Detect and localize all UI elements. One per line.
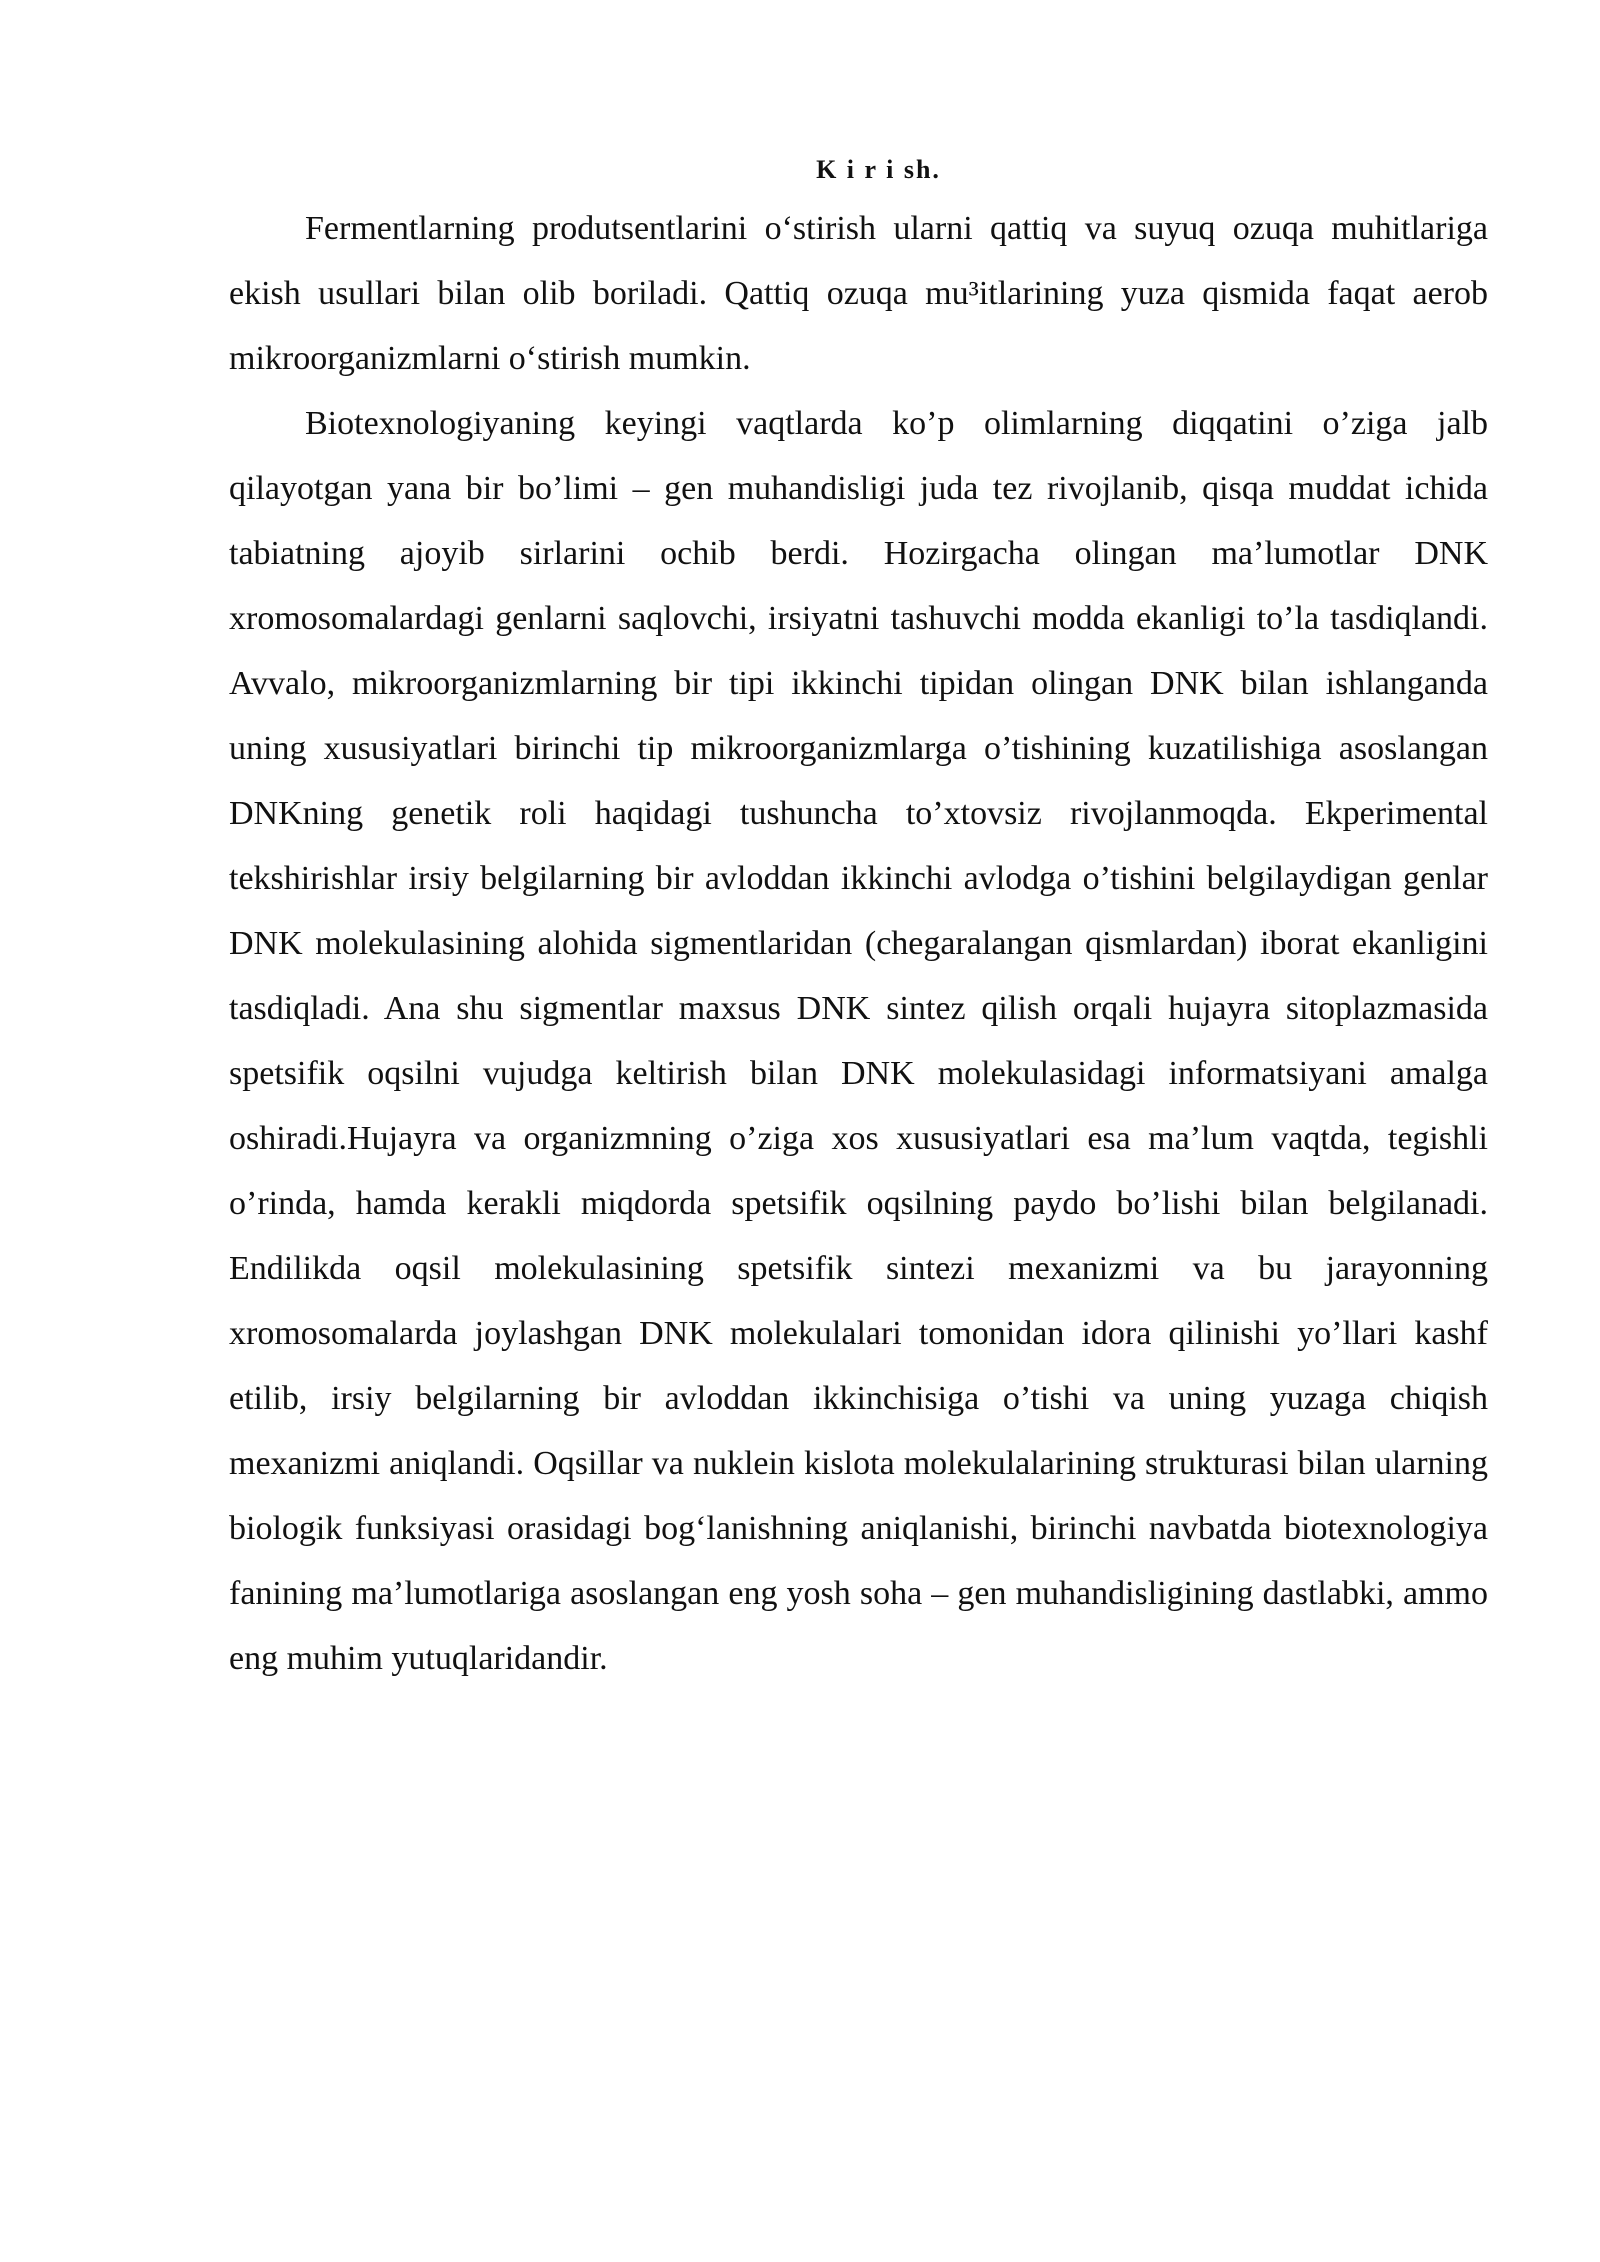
paragraph-1: Fermentlarning produtsentlarini o‘stirish ularni qattiq va suyuq ozuqa muhitlariga ekish usullari bilan olib boriladi. Qattiq ozuqa mu³itlarining yuza qismida faqat aerob mikroorganizmlarni o‘stirish mumkin.: [229, 210, 1488, 377]
document-body: [229, 150, 1488, 1691]
paragraph-2: Biotexnologiyaning keyingi vaqtlarda ko’p olimlarning diqqatini o’ziga jalb qilayotgan yana bir bo’limi – gen muhandisligi juda tez rivojlanib, qisqa muddat ichida tabiatning ajoyib sirlarini ochib berdi. Hozirgacha olingan ma’lumotlar DNK xromosomalardagi genlarni saqlovchi, irsiyatni tashuvchi modda ekanligi to’la tasdiqlandi. Avvalo, mikroorganizmlarning bir tipi ikkinchi tipidan olingan DNK bilan ishlanganda uning xususiyatlari birinchi tip mikroorganizmlarga o’tishining kuzatilishiga asoslangan DNKning genetik roli haqidagi tushuncha to’xtovsiz rivojlanmoqda. Ekperimental tekshirishlar irsiy belgilarning bir avloddan ikkinchi avlodga o’tishini belgilaydigan genlar DNK molekulasining alohida sigmentlaridan (chegaralangan qismlardan) iborat ekanligini tasdiqladi. Ana shu sigmentlar maxsus DNK sintez qilish orqali hujayra sitoplazmasida spetsifik oqsilni vujudga keltirish bilan DNK molekulasidagi informatsiyani amalga oshiradi.Hujayra va organizmning o’ziga xos xususiyatlari esa ma’lum vaqtda, tegishli o’rinda, hamda kerakli miqdorda spetsifik oqsilning paydo bo’lishi bilan belgilanadi. Endilikda oqsil molekulasining spetsifik sintezi mexanizmi va bu jarayonning xromosomalarda joylashgan DNK molekulalari tomonidan idora qilinishi yo’llari kashf etilib, irsiy belgilarning bir avloddan ikkinchisiga o’tishi va uning yuzaga chiqish mexanizmi aniqlandi. Oqsillar va nuklein kislota molekulalarining strukturasi bilan ularning biologik funksiyasi orasidagi bog‘lanishning aniqlanishi, birinchi navbatda biotexnologiya fanining ma’lumotlariga asoslangan eng yosh soha – gen muhandisligining dastlabki, ammo eng muhim yutuqlaridandir.: [229, 405, 1488, 1677]
section-heading: K i r i sh.: [816, 155, 941, 184]
